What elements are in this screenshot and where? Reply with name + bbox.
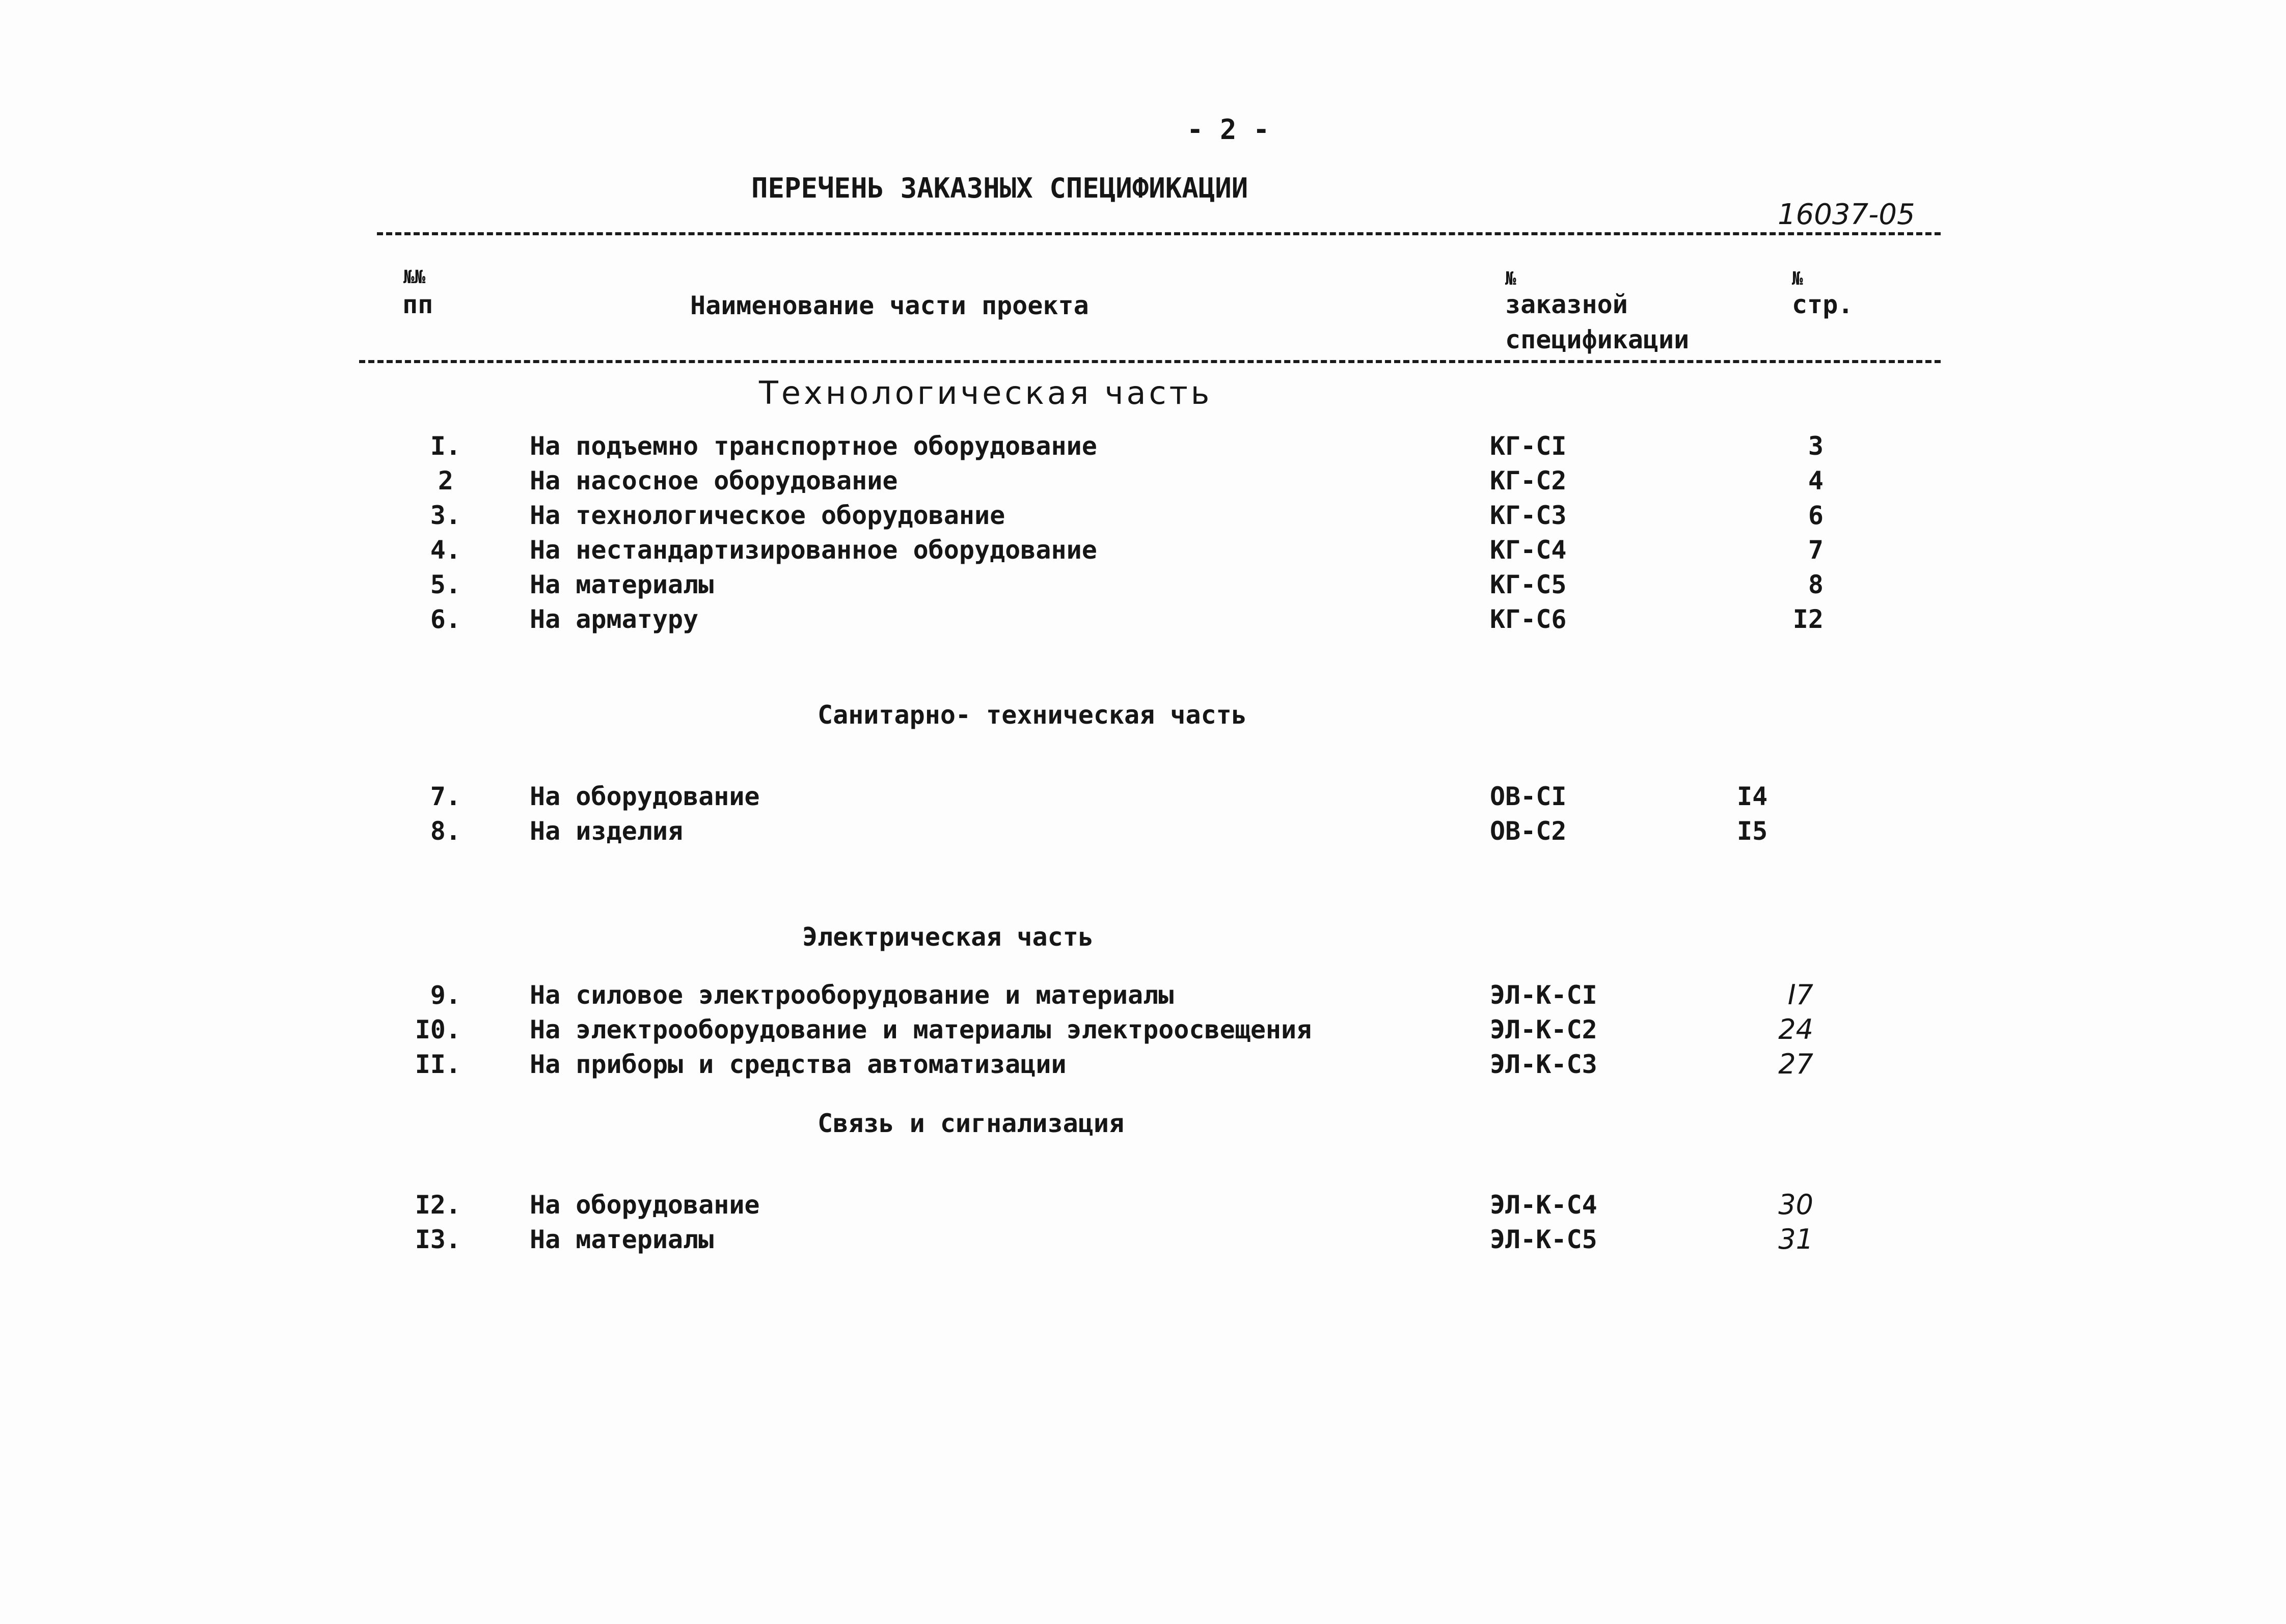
- header-page-mark: №: [1792, 268, 1803, 289]
- row-page: 7: [1808, 535, 1824, 565]
- row-spec: ОВ-СI: [1490, 782, 1567, 811]
- row-spec: КГ-С6: [1490, 604, 1567, 634]
- row-number: 9.: [430, 980, 461, 1010]
- row-name: На оборудование: [530, 782, 760, 811]
- row-number: 3.: [430, 501, 461, 530]
- row-name: На изделия: [530, 816, 684, 846]
- row-spec: КГ-СI: [1490, 431, 1567, 461]
- header-page-label: стр.: [1792, 290, 1854, 319]
- section-title: Технологическая часть: [759, 374, 1213, 411]
- row-name: На арматуру: [530, 604, 699, 634]
- header-spec-line2: спецификации: [1505, 325, 1690, 354]
- header-spec-mark: №: [1505, 268, 1516, 289]
- header-spec-line1: заказной: [1505, 290, 1628, 319]
- row-name: На нестандартизированное оборудование: [530, 535, 1097, 565]
- row-spec: ЭЛ-К-С3: [1490, 1050, 1597, 1079]
- row-name: На материалы: [530, 570, 714, 599]
- row-spec: КГ-С4: [1490, 535, 1567, 565]
- row-page: 3: [1808, 431, 1824, 461]
- page-number: - 2 -: [1187, 114, 1270, 146]
- section-title: Санитарно- техническая часть: [818, 700, 1247, 730]
- row-name: На подъемно транспортное оборудование: [530, 431, 1097, 461]
- row-number: II.: [415, 1050, 461, 1079]
- row-name: На материалы: [530, 1225, 714, 1254]
- row-spec: ОВ-С2: [1490, 816, 1567, 846]
- row-number: I0.: [415, 1015, 461, 1044]
- row-name: На оборудование: [530, 1190, 760, 1220]
- row-page: I7: [1787, 979, 1813, 1011]
- header-num-label: пп: [402, 290, 433, 319]
- row-page: I4: [1737, 782, 1768, 811]
- table-top-rule: [377, 232, 1941, 235]
- row-number: 7.: [430, 782, 461, 811]
- row-spec: КГ-С3: [1490, 501, 1567, 530]
- row-page: 8: [1808, 570, 1824, 599]
- row-number: I2.: [415, 1190, 461, 1220]
- row-spec: ЭЛ-К-С2: [1490, 1015, 1597, 1044]
- row-spec: ЭЛ-К-С5: [1490, 1225, 1597, 1254]
- document-title: ПЕРЕЧЕНЬ ЗАКАЗНЫХ СПЕЦИФИКАЦИИ: [751, 172, 1248, 204]
- row-number: 6.: [430, 604, 461, 634]
- row-spec: ЭЛ-К-С4: [1490, 1190, 1597, 1220]
- section-title: Связь и сигнализация: [818, 1109, 1125, 1138]
- row-name: На электрооборудование и материалы электроосвещения: [530, 1015, 1312, 1044]
- row-page: 24: [1778, 1013, 1813, 1045]
- row-page: 4: [1808, 466, 1824, 496]
- section-title: Электрическая часть: [802, 922, 1094, 952]
- document-code: 16037-05: [1778, 198, 1915, 231]
- row-spec: ЭЛ-К-СI: [1490, 980, 1597, 1010]
- row-number: 2: [438, 466, 453, 496]
- row-name: На насосное оборудование: [530, 466, 898, 496]
- row-page: 6: [1808, 501, 1824, 530]
- row-name: На силовое электрооборудование и материалы: [530, 980, 1174, 1010]
- row-page: 27: [1778, 1048, 1813, 1080]
- row-spec: КГ-С2: [1490, 466, 1567, 496]
- table-header-rule: [359, 360, 1941, 363]
- row-number: 8.: [430, 816, 461, 846]
- row-page: I2: [1792, 604, 1824, 634]
- row-name: На технологическое оборудование: [530, 501, 1005, 530]
- row-page: I5: [1737, 816, 1768, 846]
- row-number: 5.: [430, 570, 461, 599]
- row-spec: КГ-С5: [1490, 570, 1567, 599]
- row-name: На приборы и средства автоматизации: [530, 1050, 1067, 1079]
- row-number: I.: [430, 431, 461, 461]
- header-name: Наименование части проекта: [690, 291, 1089, 320]
- row-page: 30: [1778, 1189, 1813, 1221]
- header-num-mark: №№: [403, 267, 426, 288]
- row-number: I3.: [415, 1225, 461, 1254]
- row-number: 4.: [430, 535, 461, 565]
- row-page: 31: [1778, 1223, 1813, 1255]
